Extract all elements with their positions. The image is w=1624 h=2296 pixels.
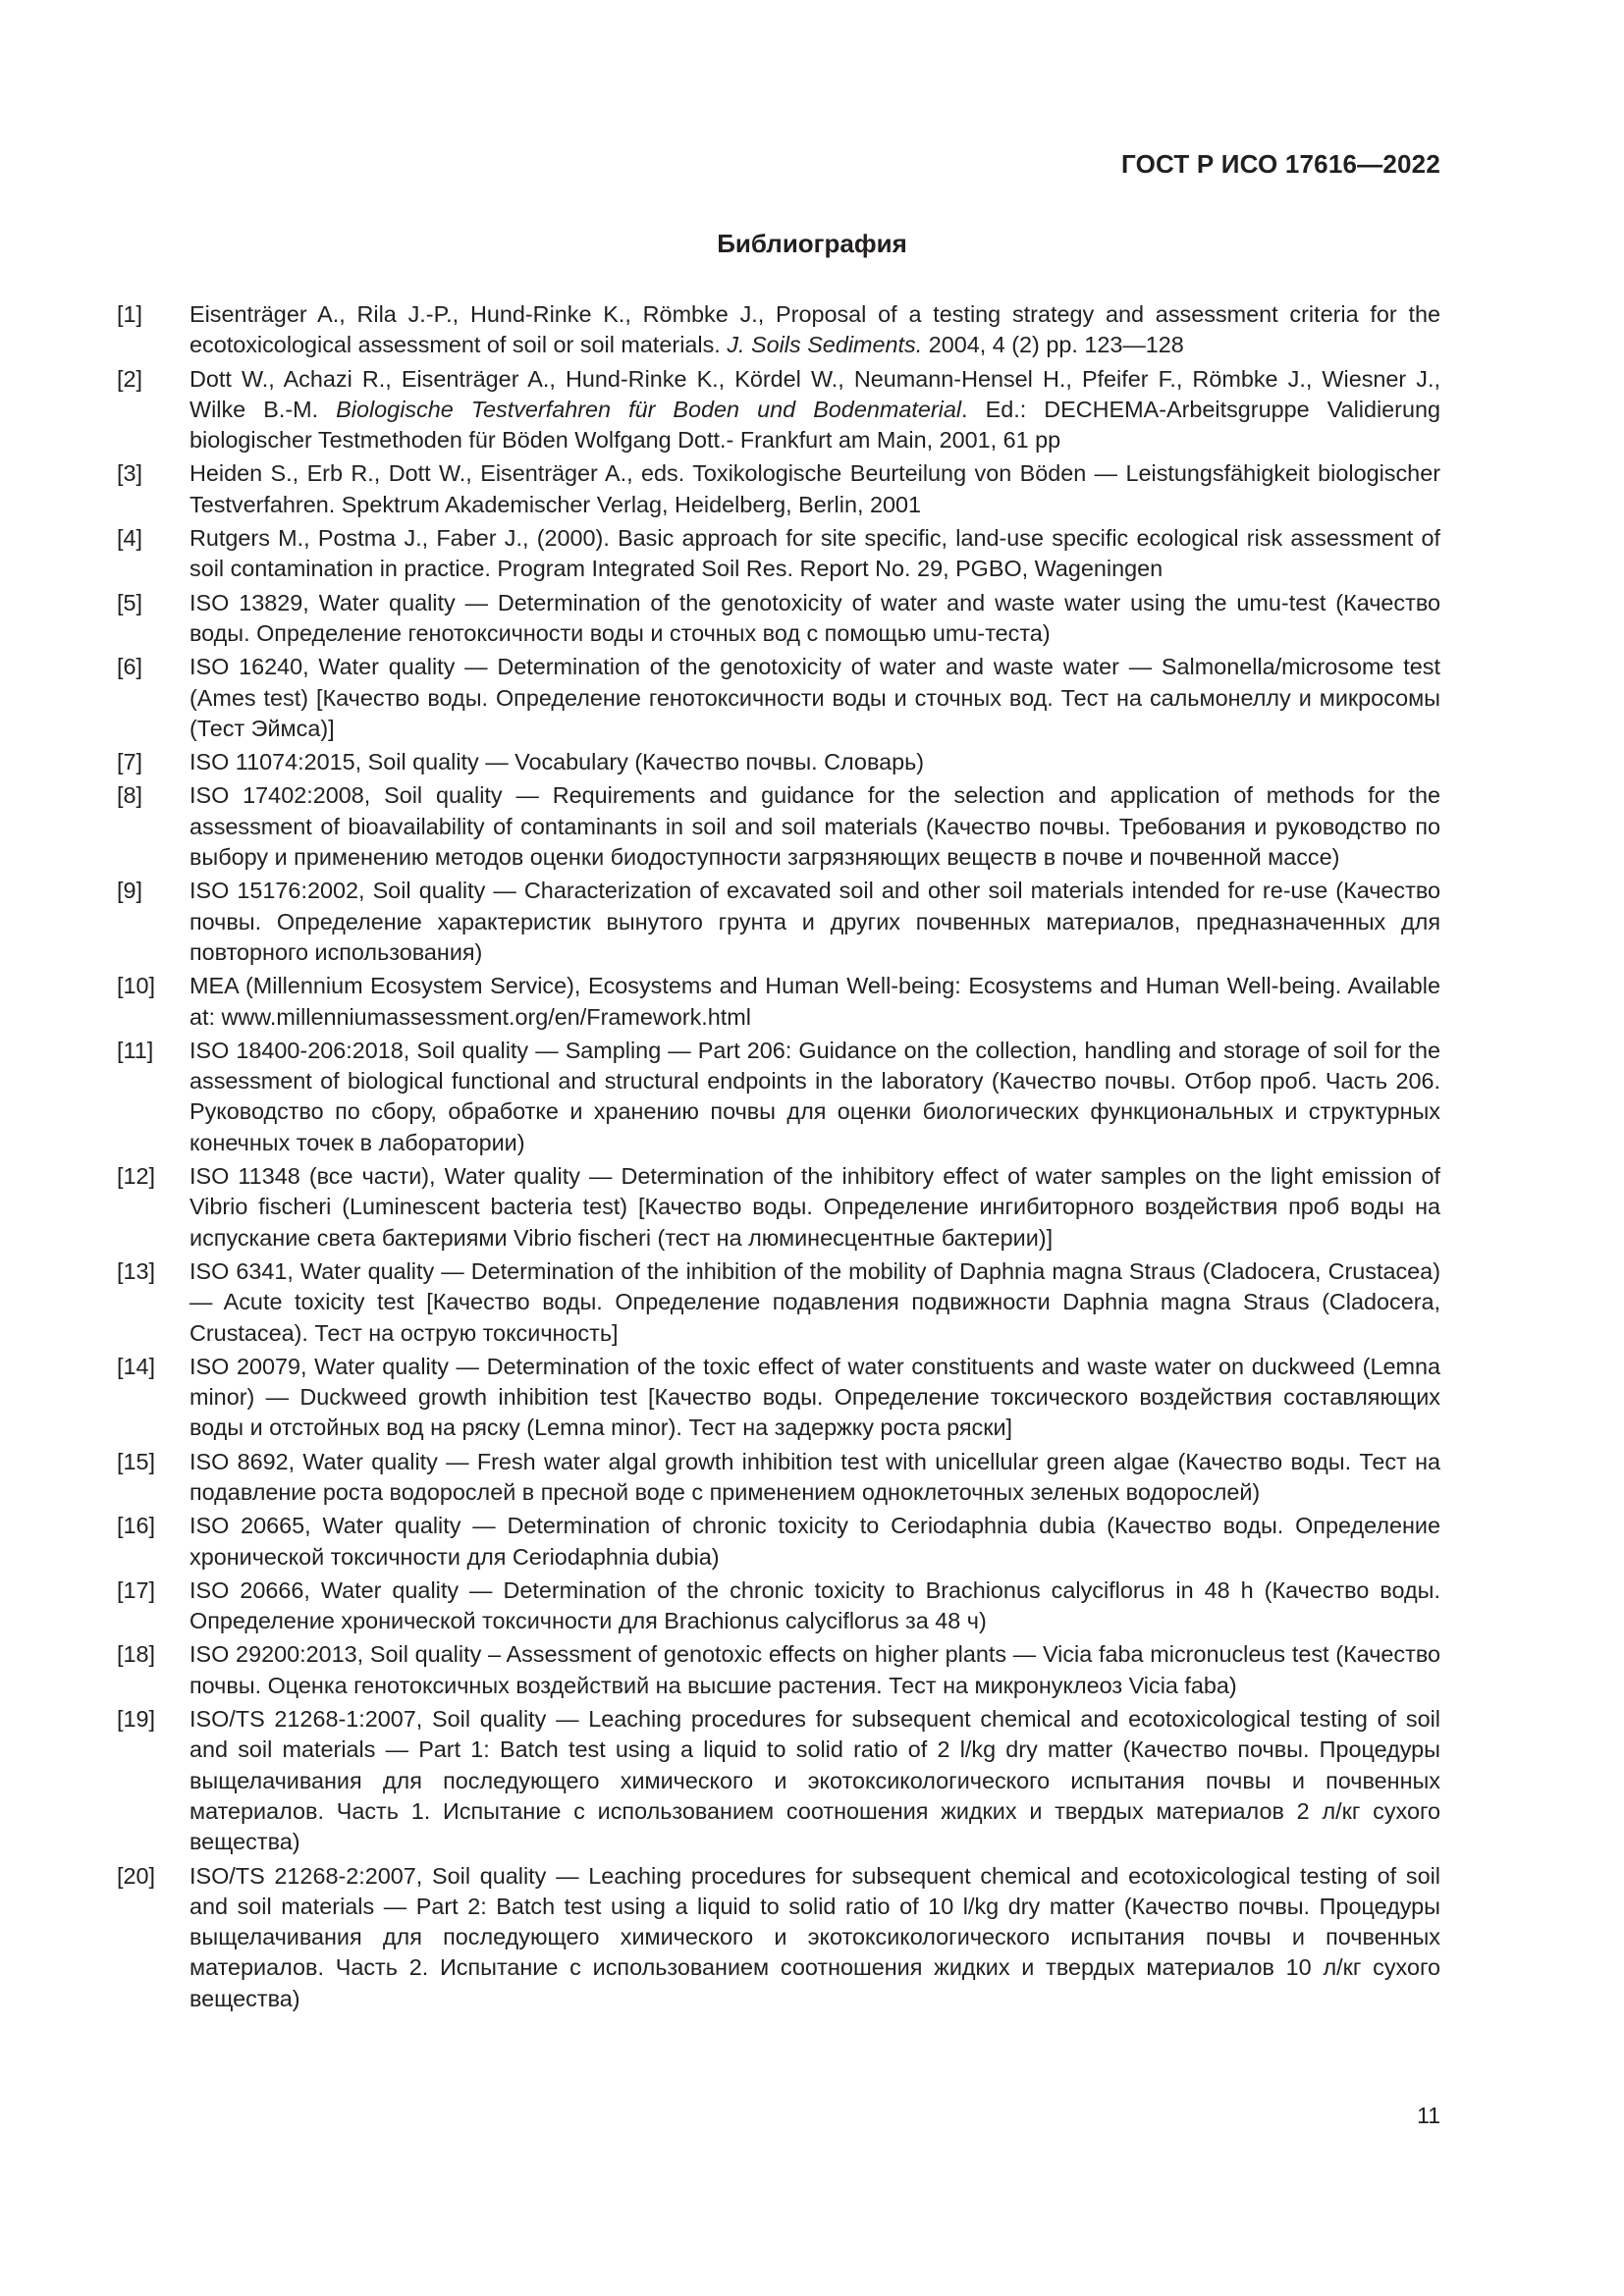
- entry-text: [189, 652, 1440, 744]
- bibliography-entry-7: [117, 747, 1440, 777]
- bibliography-entry-14: [117, 1352, 1440, 1444]
- bibliography-entry-11: [117, 1036, 1440, 1158]
- entry-text: [189, 1161, 1440, 1254]
- entry-number: [4]: [117, 525, 143, 552]
- entry-number: [14]: [117, 1353, 156, 1379]
- entry-text: [189, 971, 1440, 1033]
- bibliography-entry-10: [117, 971, 1440, 1033]
- bibliography-entry-5: [117, 588, 1440, 650]
- entry-text-part: Rutgers M., Postma J., Faber J., (2000). Basic approach for site specific, land-use specific ecological risk assessment of soil contamination in practice. Program Integrated Soil Res. Report No. 29, PGBO, Wageningen: [189, 525, 1440, 582]
- entry-number: [5]: [117, 589, 143, 615]
- entry-text-part: ISO 17402:2008, Soil quality — Requirements and guidance for the selection and application of methods for the assessment of bioavailability of contaminants in soil and soil materials (Качество почвы. Требования и руководство по выбору и применению методов оценки биодоступности загрязняющих веществ в почве и почвенной массе): [189, 782, 1440, 871]
- bibliography-entry-18: [117, 1639, 1440, 1701]
- entry-text-part: MEA (Millennium Ecosystem Service), Ecosystems and Human Well-being: Ecosystems and Human Well-being. Available at: www.millenniumassessment.org/en/Framework.html: [189, 973, 1440, 1030]
- entry-text-part: ISO 13829, Water quality — Determination of the genotoxicity of water and waste water using the umu-test (Качество воды. Определение генотоксичности воды и сточных вод с помощью umu-теста): [189, 589, 1440, 646]
- entry-text-part: ISO 6341, Water quality — Determination of the inhibition of the mobility of Daphnia magna Straus (Cladocera, Crustacea) — Acute toxicity test [Качество воды. Определение подавления подвижности Daphnia magna Straus (Cladocera, Crustacea). Тест на острую токсичность]: [189, 1257, 1440, 1346]
- bibliography-entry-8: [117, 780, 1440, 873]
- entry-text: [189, 1639, 1440, 1701]
- bibliography-list: [117, 299, 1440, 2017]
- entry-text: [189, 1511, 1440, 1573]
- bibliography-entry-19: [117, 1704, 1440, 1857]
- entry-number: [7]: [117, 749, 143, 775]
- entry-number: [17]: [117, 1576, 156, 1603]
- bibliography-entry-2: [117, 364, 1440, 456]
- entry-text-part: ISO 11348 (все части), Water quality — Determination of the inhibitory effect of water samples on the light emission of Vibrio fischeri (Luminescent bacteria test) [Качество воды. Определение ингибиторного воздействия проб воды на испускание света бактериями Vibrio fischeri (тест на люминесцентные бактерии)]: [189, 1163, 1440, 1251]
- bibliography-entry-3: [117, 458, 1440, 520]
- entry-text: [189, 1256, 1440, 1349]
- standard-code: ГОСТ Р ИСО 17616—2022: [1120, 149, 1440, 179]
- bibliography-entry-20: [117, 1861, 1440, 2014]
- entry-number: [10]: [117, 973, 156, 999]
- entry-text-part: Eisenträger A., Rila J.-P., Hund-Rinke K., Römbke J., Proposal of a testing strategy and assessment criteria for the ecotoxicological assessment of soil or soil materials.: [189, 301, 1440, 358]
- entry-text-part: ISO 20666, Water quality — Determination of the chronic toxicity to Brachionus calyciflorus in 48 h (Качество воды. Определение хронической токсичности для Brachionus calyciflorus за 48 ч): [189, 1576, 1440, 1634]
- entry-text: [189, 364, 1440, 456]
- bibliography-entry-12: [117, 1161, 1440, 1254]
- entry-text: [189, 1352, 1440, 1444]
- entry-number: [15]: [117, 1448, 156, 1474]
- page-title: Библиография: [717, 229, 907, 258]
- entry-text-part: 2004, 4 (2) pp. 123—128: [922, 332, 1184, 358]
- entry-number: [3]: [117, 460, 143, 487]
- entry-text-italic: J. Soils Sediments.: [727, 332, 923, 358]
- entry-number: [1]: [117, 301, 143, 327]
- entry-text: [189, 299, 1440, 361]
- entry-number: [6]: [117, 654, 143, 680]
- entry-text-part: ISO 18400-206:2018, Soil quality — Sampling — Part 206: Guidance on the collection, handling and storage of soil for the assessment of biological functional and structural endpoints in the laboratory (Качество почвы. Отбор проб. Часть 206. Руководство по сбору, обработке и хранению почвы для оценки биологических функциональных и структурных конечных точек в лаборатории): [189, 1037, 1440, 1155]
- bibliography-entry-13: [117, 1256, 1440, 1349]
- entry-text-part: ISO/TS 21268-1:2007, Soil quality — Leaching procedures for subsequent chemical and ecotoxicological testing of soil and soil materials — Part 1: Batch test using a liquid to solid ratio of 2 l/kg dry matter (Качество почвы. Процедуры выщелачивания для последующего химического и экотоксикологического испытания почвы и почвенных материалов. Часть 1. Испытание с использованием соотношения жидких и твердых материалов 2 л/кг сухого вещества): [189, 1706, 1440, 1855]
- bibliography-entry-16: [117, 1511, 1440, 1573]
- entry-text-part: Heiden S., Erb R., Dott W., Eisenträger A., eds. Toxikologische Beurteilung von Böden — Leistungsfähigkeit biologischer Testverfahren. Spektrum Akademischer Verlag, Heidelberg, Berlin, 2001: [189, 460, 1440, 517]
- entry-text-part: ISO 15176:2002, Soil quality — Characterization of excavated soil and other soil materials intended for re-use (Качество почвы. Определение характеристик вынутого грунта и других почвенных материалов, предназначенных для повторного использования): [189, 878, 1440, 965]
- entry-number: [8]: [117, 782, 143, 809]
- entry-number: [9]: [117, 878, 143, 904]
- entry-text-part: ISO 20079, Water quality — Determination of the toxic effect of water constituents and waste water on duckweed (Lemna minor) — Duckweed growth inhibition test [Качество воды. Определение токсического воздействия составляющих воды и отстойных вод на ряску (Lemna minor). Тест на задержку роста ряски]: [189, 1353, 1440, 1441]
- bibliography-entry-1: [117, 299, 1440, 361]
- entry-text: [189, 747, 1440, 777]
- entry-text: [189, 1447, 1440, 1509]
- entry-text-part: Dott W., Achazi R., Eisenträger A., Hund-Rinke K., Kördel W., Neumann-Hensel H., Pfeifer F., Römbke J., Wiesner J., Wilke B.-M.: [189, 365, 1440, 422]
- bibliography-entry-9: [117, 876, 1440, 968]
- bibliography-entry-15: [117, 1447, 1440, 1509]
- entry-text: [189, 1704, 1440, 1857]
- entry-number: [12]: [117, 1163, 156, 1190]
- entry-text: [189, 1575, 1440, 1637]
- entry-text-part: ISO 20665, Water quality — Determination of chronic toxicity to Ceriodaphnia dubia (Качество воды. Определение хронической токсичности для Ceriodaphnia dubia): [189, 1513, 1440, 1570]
- entry-text: [189, 523, 1440, 585]
- entry-text-part: . Ed.: DECHEMA-Arbeitsgruppe Validierung biologischer Testmethoden für Böden Wolfgang Dott.- Frankfurt am Main, 2001, 61 pp: [189, 396, 1440, 454]
- entry-number: [16]: [117, 1513, 156, 1539]
- entry-text: [189, 1036, 1440, 1158]
- entry-text-part: ISO 29200:2013, Soil quality – Assessment of genotoxic effects on higher plants — Vicia faba micronucleus test (Качество почвы. Оценка генотоксичных воздействий на высшие растения. Тест на микронуклеоз Vicia faba): [189, 1641, 1440, 1698]
- entry-number: [11]: [117, 1037, 154, 1063]
- entry-text-part: ISO 11074:2015, Soil quality — Vocabulary (Качество почвы. Словарь): [189, 749, 925, 775]
- entry-text-part: ISO 16240, Water quality — Determination of the genotoxicity of water and waste water — Salmonella/microsome test (Ames test) [Качество воды. Определение генотоксичности воды и сточных вод. Тест на сальмонеллу и микросомы (Тест Эймса)]: [189, 654, 1440, 741]
- entry-text: [189, 876, 1440, 968]
- bibliography-entry-4: [117, 523, 1440, 585]
- entry-number: [20]: [117, 1862, 156, 1889]
- entry-text: [189, 780, 1440, 873]
- bibliography-entry-6: [117, 652, 1440, 744]
- entry-number: [13]: [117, 1257, 156, 1284]
- entry-number: [19]: [117, 1706, 156, 1733]
- bibliography-entry-17: [117, 1575, 1440, 1637]
- entry-text: [189, 588, 1440, 650]
- entry-text-italic: Biologische Testverfahren für Boden und Bodenmaterial: [336, 396, 962, 422]
- entry-text-part: ISO/TS 21268-2:2007, Soil quality — Leaching procedures for subsequent chemical and ecotoxicological testing of soil and soil materials — Part 2: Batch test using a liquid to solid ratio of 10 l/kg dry matter (Качество почвы. Процедуры выщелачивания для последующего химического и экотоксикологического испытания почвы и почвенных материалов. Часть 2. Испытание с использованием соотношения жидких и твердых материалов 10 л/кг сухого вещества): [189, 1862, 1440, 2011]
- entry-number: [18]: [117, 1641, 156, 1668]
- entry-number: [2]: [117, 365, 143, 392]
- entry-text-part: ISO 8692, Water quality — Fresh water algal growth inhibition test with unicellular green algae (Качество воды. Тест на подавление роста водорослей в пресной воде с применением одноклеточных зеленых водорослей): [189, 1448, 1440, 1505]
- entry-text: [189, 1861, 1440, 2014]
- page-number: 11: [1417, 2103, 1440, 2128]
- entry-text: [189, 458, 1440, 520]
